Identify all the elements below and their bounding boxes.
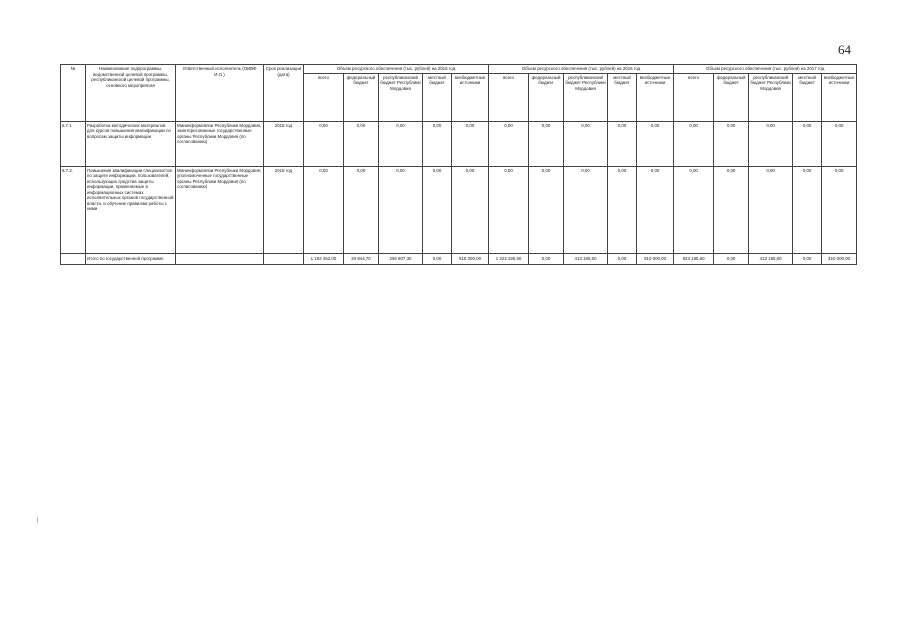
total-value: 0,00 [529, 253, 564, 264]
total-value: 0,00 [714, 253, 749, 264]
row-term: 2018 год [264, 166, 304, 253]
value-cell: 0,00 [452, 121, 489, 166]
group-2015-header: Объем ресурсного обеспечения (тыс. рублей) на 2015 год [304, 65, 489, 74]
total-term-cell [264, 253, 304, 264]
value-cell: 0,00 [822, 121, 857, 166]
col-term-header: Срок реализации (дата) [264, 65, 304, 122]
value-cell: 0,00 [749, 121, 793, 166]
value-cell: 0,00 [674, 121, 714, 166]
value-cell: 0,00 [529, 166, 564, 253]
subcol-total: всего [489, 73, 529, 121]
value-cell: 0,00 [637, 121, 674, 166]
subcol-republican: республиканский бюджет Республики Мордовия [379, 73, 423, 121]
value-cell: 0,00 [423, 121, 452, 166]
total-value: 915 000,00 [452, 253, 489, 264]
subcol-local: местный бюджет [608, 73, 637, 121]
value-cell: 0,00 [423, 166, 452, 253]
value-cell: 0,00 [714, 121, 749, 166]
subcol-total: всего [674, 73, 714, 121]
value-cell: 0,00 [304, 121, 344, 166]
subcol-federal: федеральный бюджет [344, 73, 379, 121]
row-executor: Мининформсвязи Республики Мордовия, уполномоченные государственные органы Республики Мордовия (по согласованию) [176, 166, 264, 253]
value-cell: 0,00 [452, 166, 489, 253]
subcol-republican: республиканский бюджет Республики Мордовия [749, 73, 793, 121]
value-cell: 0,00 [489, 121, 529, 166]
subcol-extrabudget: внебюджетные источники [822, 73, 857, 121]
total-value: 823 195,60 [674, 253, 714, 264]
value-cell: 0,00 [714, 166, 749, 253]
value-cell: 0,00 [674, 166, 714, 253]
subcol-extrabudget: внебюджетные источники [452, 73, 489, 121]
value-cell: 0,00 [344, 121, 379, 166]
value-cell: 0,00 [822, 166, 857, 253]
row-name: Повышение квалификации специалистов по защите информации, пользователей, использующих средства защиты информации, применяемые в информационных системах исполнительных органов государственной власти, и обучение правилам работы с ними [86, 166, 176, 253]
total-value: 256 907,30 [379, 253, 423, 264]
value-cell: 0,00 [379, 121, 423, 166]
col-name-header: Наименование подпрограммы, ведомственной целевой программы, республиканской целевой программы, основного мероприятия [86, 65, 176, 122]
total-label: Итого по государственной программе [86, 253, 176, 264]
subcol-total: всего [304, 73, 344, 121]
group-2017-header: Объем ресурсного обеспечения (тыс. рублей) на 2017 год [674, 65, 857, 74]
total-value: 413 195,60 [749, 253, 793, 264]
value-cell: 0,00 [608, 121, 637, 166]
total-value: 410 000,00 [822, 253, 857, 264]
value-cell: 0,00 [793, 121, 822, 166]
margin-mark [37, 517, 38, 523]
value-cell: 0,00 [304, 166, 344, 253]
page-number: 64 [838, 42, 851, 57]
total-value: 0,00 [608, 253, 637, 264]
value-cell: 0,00 [608, 166, 637, 253]
subcol-federal: федеральный бюджет [714, 73, 749, 121]
row-name: Разработка методических материалов для курсов повышения квалификации по вопросам защиты информации [86, 121, 176, 166]
value-cell: 0,00 [749, 166, 793, 253]
row-no: 6.7.1 [61, 121, 86, 166]
col-no-header: № [61, 65, 86, 122]
table-row [61, 121, 857, 166]
value-cell: 0,00 [564, 166, 608, 253]
table-row [61, 166, 857, 253]
total-value: 1 323 195,60 [489, 253, 529, 264]
subcol-local: местный бюджет [423, 73, 452, 121]
subcol-federal: федеральный бюджет [529, 73, 564, 121]
subcol-republican: республиканский бюджет Республики Мордовия [564, 73, 608, 121]
subcol-local: местный бюджет [793, 73, 822, 121]
value-cell: 0,00 [344, 166, 379, 253]
value-cell: 0,00 [529, 121, 564, 166]
total-value: 0,00 [793, 253, 822, 264]
value-cell: 0,00 [793, 166, 822, 253]
col-executor-header: Ответственный исполнитель (ОИВФ И.О.) [176, 65, 264, 122]
row-no: 6.7.2. [61, 166, 86, 253]
subcol-extrabudget: внебюджетные источники [637, 73, 674, 121]
total-row [61, 253, 857, 264]
value-cell: 0,00 [564, 121, 608, 166]
total-no-cell [61, 253, 86, 264]
row-executor: Мининформсвязи Республики Мордовия, заинтересованные государственные органы Республики Мордовия (по согласованию) [176, 121, 264, 166]
resource-table [60, 64, 857, 265]
total-value: 910 000,00 [637, 253, 674, 264]
total-value: 0,00 [423, 253, 452, 264]
value-cell: 0,00 [637, 166, 674, 253]
total-value: 20 844,70 [344, 253, 379, 264]
total-value: 413 195,60 [564, 253, 608, 264]
value-cell: 0,00 [379, 166, 423, 253]
value-cell: 0,00 [489, 166, 529, 253]
header-row-groups [61, 65, 857, 74]
row-term: 2018 год [264, 121, 304, 166]
group-2016-header: Объем ресурсного обеспечения (тыс. рублей) на 2016 год [489, 65, 674, 74]
total-executor-cell [176, 253, 264, 264]
total-value: 1 192 452,00 [304, 253, 344, 264]
